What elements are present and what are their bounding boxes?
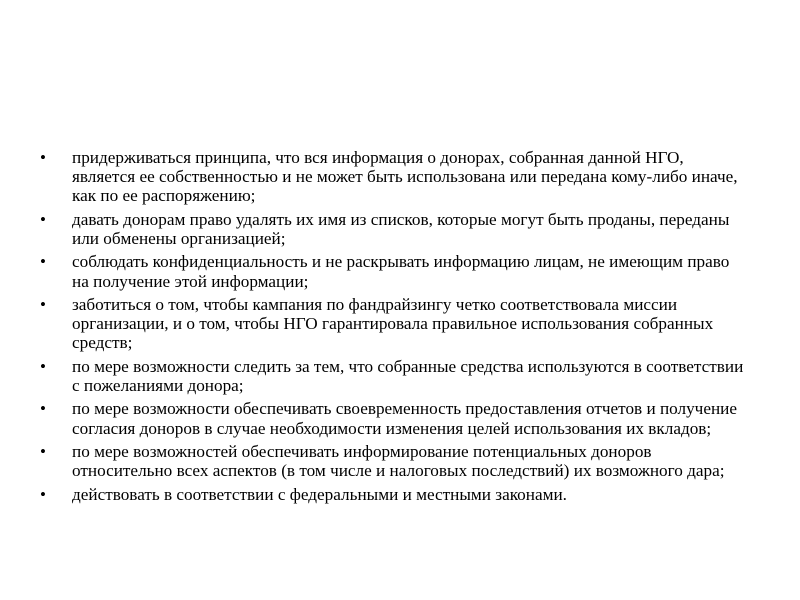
list-item-text: заботиться о том, чтобы кампания по фандрайзингу четко соответствовала миссии организации, и о том, чтобы НГО гарантировала правильное использования собранных средств; bbox=[72, 294, 714, 353]
list-item bbox=[40, 399, 750, 437]
list-item bbox=[40, 357, 750, 395]
list-item bbox=[40, 295, 750, 353]
bullet-icon: • bbox=[40, 209, 46, 229]
list-item bbox=[40, 210, 750, 248]
list-item bbox=[40, 148, 750, 206]
list-item bbox=[40, 252, 750, 290]
list-item-text: соблюдать конфиденциальность и не раскрывать информацию лицам, не имеющим право на получение этой информации; bbox=[72, 252, 730, 291]
list-item-text: по мере возможностей обеспечивать информирование потенциальных доноров относительно всех аспектов (в том числе и налоговых последствий) их возможного дара; bbox=[72, 441, 725, 481]
bullet-icon: • bbox=[40, 484, 46, 504]
list-item bbox=[40, 485, 750, 504]
bullet-icon: • bbox=[40, 148, 46, 167]
bullet-icon: • bbox=[40, 252, 46, 272]
list-item-text: давать донорам право удалять их имя из списков, которые могут быть проданы, переданы или обменены организацией; bbox=[72, 209, 730, 248]
list-item-text: действовать в соответствии с федеральными и местными законами. bbox=[72, 484, 567, 504]
bullet-icon: • bbox=[40, 356, 46, 376]
bullet-icon: • bbox=[40, 441, 46, 461]
list-item-text: по мере возможности обеспечивать своевременность предоставления отчетов и получение согласия доноров в случае необходимости изменения целей использования их вкладов; bbox=[72, 399, 737, 438]
list-item bbox=[40, 442, 750, 480]
bullet-icon: • bbox=[40, 294, 46, 314]
list-item-text: по мере возможности следить за тем, что собранные средства используются в соответствии с пожеланиями донора; bbox=[72, 356, 744, 395]
list-item-text: придерживаться принципа, что вся информация о донорах, собранная данной НГО, является ее собственностью и не может быть использована или передана кому-либо иначе, как по ее распоряжению; bbox=[72, 148, 738, 206]
bullet-list bbox=[40, 148, 750, 508]
bullet-icon: • bbox=[40, 399, 46, 419]
